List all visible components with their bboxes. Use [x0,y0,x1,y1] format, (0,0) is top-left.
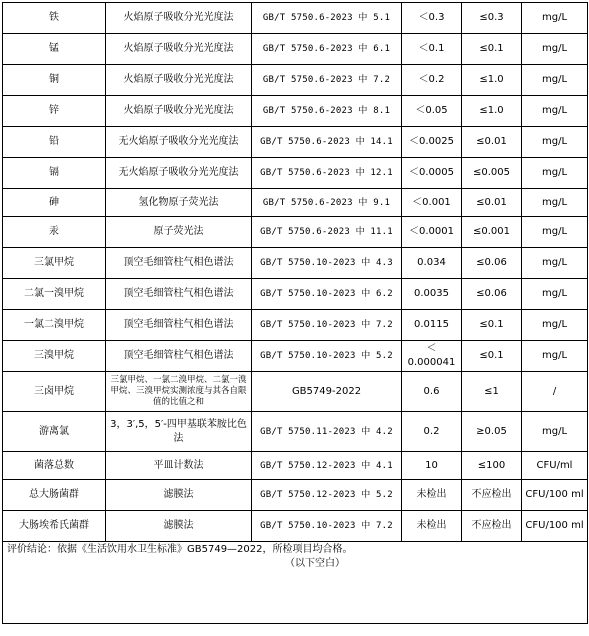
method-cell: 火焰原子吸收分光光度法 [106,3,252,34]
table-row [3,511,588,542]
table-row [3,248,588,279]
standard-cell: GB/T 5750.6-2023 中 8.1 [252,96,402,127]
result-cell: ＜0.0025 [402,127,462,158]
method-cell: 平皿计数法 [106,452,252,480]
result-cell: ＜0.05 [402,96,462,127]
item-cell: 镉 [3,158,106,189]
unit-cell: mg/L [522,279,588,310]
table-row [3,372,588,412]
unit-cell: mg/L [522,127,588,158]
limit-cell: ≤0.1 [462,310,522,341]
test-results-table [2,2,588,624]
limit-cell: ≤0.01 [462,189,522,217]
standard-cell: GB/T 5750.12-2023 中 5.2 [252,480,402,511]
item-cell: 锰 [3,34,106,65]
limit-cell: ≤1 [462,372,522,412]
unit-cell: CFU/ml [522,452,588,480]
item-cell: 砷 [3,189,106,217]
item-cell: 铜 [3,65,106,96]
table-row [3,3,588,34]
result-cell: ＜0.0005 [402,158,462,189]
method-cell: 火焰原子吸收分光光度法 [106,65,252,96]
item-cell: 锌 [3,96,106,127]
item-cell: 大肠埃希氏菌群 [3,511,106,542]
standard-cell: GB/T 5750.10-2023 中 6.2 [252,279,402,310]
method-cell: 顶空毛细管柱气相色谱法 [106,248,252,279]
standard-cell: GB/T 5750.10-2023 中 4.3 [252,248,402,279]
limit-cell: 不应检出 [462,511,522,542]
table-row [3,217,588,248]
standard-cell: GB/T 5750.10-2023 中 7.2 [252,310,402,341]
method-cell: 顶空毛细管柱气相色谱法 [106,310,252,341]
standard-cell: GB/T 5750.6-2023 中 12.1 [252,158,402,189]
method-cell: 顶空毛细管柱气相色谱法 [106,341,252,372]
unit-cell: mg/L [522,65,588,96]
limit-cell: ≤0.001 [462,217,522,248]
item-cell: 三卤甲烷 [3,372,106,412]
method-cell: 火焰原子吸收分光光度法 [106,34,252,65]
limit-cell: ≤0.06 [462,279,522,310]
result-cell: ＜0.1 [402,34,462,65]
table-row [3,65,588,96]
table-row [3,480,588,511]
unit-cell: mg/L [522,310,588,341]
unit-cell: mg/L [522,189,588,217]
standard-cell: GB/T 5750.6-2023 中 5.1 [252,3,402,34]
method-cell: 顶空毛细管柱气相色谱法 [106,279,252,310]
method-cell: 无火焰原子吸收分光光度法 [106,158,252,189]
evaluation-conclusion: 评价结论：依据《生活饮用水卫生标准》GB5749—2022，所检项目均合格。 [7,544,353,555]
table-row [3,310,588,341]
standard-cell: GB5749-2022 [252,372,402,412]
standard-cell: GB/T 5750.12-2023 中 4.1 [252,452,402,480]
limit-cell: ≤0.3 [462,3,522,34]
standard-cell: GB/T 5750.6-2023 中 11.1 [252,217,402,248]
limit-cell: ≤0.06 [462,248,522,279]
limit-cell: ≤0.005 [462,158,522,189]
table-row [3,189,588,217]
result-cell: ＜0.001 [402,189,462,217]
table-row [3,279,588,310]
table-row [3,412,588,452]
result-cell: 未检出 [402,480,462,511]
item-cell: 三溴甲烷 [3,341,106,372]
table-row [3,34,588,65]
table-row [3,158,588,189]
standard-cell: GB/T 5750.6-2023 中 7.2 [252,65,402,96]
limit-cell: 不应检出 [462,480,522,511]
item-cell: 一氯二溴甲烷 [3,310,106,341]
result-cell: 0.0115 [402,310,462,341]
method-cell: 3，3′,5，5′-四甲基联苯胺比色法 [106,412,252,452]
method-cell: 三氯甲烷、一氯二溴甲烷、二氯一溴甲烷、三溴甲烷实测浓度与其各自限值的比值之和 [106,372,252,412]
method-cell: 氢化物原子荧光法 [106,189,252,217]
table-row [3,127,588,158]
blank-below-note: （以下空白） [285,558,345,569]
unit-cell: mg/L [522,34,588,65]
result-cell: 0.2 [402,412,462,452]
result-cell: ＜0.2 [402,65,462,96]
result-cell: ＜0.000041 [402,341,462,372]
table-row [3,452,588,480]
standard-cell: GB/T 5750.10-2023 中 5.2 [252,341,402,372]
result-cell: 0.0035 [402,279,462,310]
item-cell: 二氯一溴甲烷 [3,279,106,310]
result-cell: 0.034 [402,248,462,279]
unit-cell: mg/L [522,412,588,452]
standard-cell: GB/T 5750.6-2023 中 9.1 [252,189,402,217]
unit-cell: CFU/100 ml [522,511,588,542]
item-cell: 总大肠菌群 [3,480,106,511]
limit-cell: ≥0.05 [462,412,522,452]
method-cell: 火焰原子吸收分光光度法 [106,96,252,127]
footer-row [3,542,588,624]
item-cell: 菌落总数 [3,452,106,480]
limit-cell: ≤1.0 [462,96,522,127]
item-cell: 汞 [3,217,106,248]
limit-cell: ≤0.1 [462,34,522,65]
method-cell: 滤膜法 [106,511,252,542]
limit-cell: ≤100 [462,452,522,480]
unit-cell: / [522,372,588,412]
unit-cell: mg/L [522,158,588,189]
item-cell: 铅 [3,127,106,158]
standard-cell: GB/T 5750.6-2023 中 6.1 [252,34,402,65]
limit-cell: ≤0.01 [462,127,522,158]
method-cell: 无火焰原子吸收分光光度法 [106,127,252,158]
item-cell: 三氯甲烷 [3,248,106,279]
result-cell: 10 [402,452,462,480]
unit-cell: CFU/100 ml [522,480,588,511]
limit-cell: ≤0.1 [462,341,522,372]
result-cell: 0.6 [402,372,462,412]
method-cell: 滤膜法 [106,480,252,511]
item-cell: 游离氯 [3,412,106,452]
table-row [3,341,588,372]
unit-cell: mg/L [522,3,588,34]
unit-cell: mg/L [522,217,588,248]
table-row [3,96,588,127]
item-cell: 铁 [3,3,106,34]
unit-cell: mg/L [522,96,588,127]
standard-cell: GB/T 5750.10-2023 中 7.2 [252,511,402,542]
result-cell: 未检出 [402,511,462,542]
standard-cell: GB/T 5750.11-2023 中 4.2 [252,412,402,452]
result-cell: ＜0.0001 [402,217,462,248]
limit-cell: ≤1.0 [462,65,522,96]
method-cell: 原子荧光法 [106,217,252,248]
footer-cell [3,542,588,624]
unit-cell: mg/L [522,341,588,372]
result-cell: ＜0.3 [402,3,462,34]
standard-cell: GB/T 5750.6-2023 中 14.1 [252,127,402,158]
unit-cell: mg/L [522,248,588,279]
